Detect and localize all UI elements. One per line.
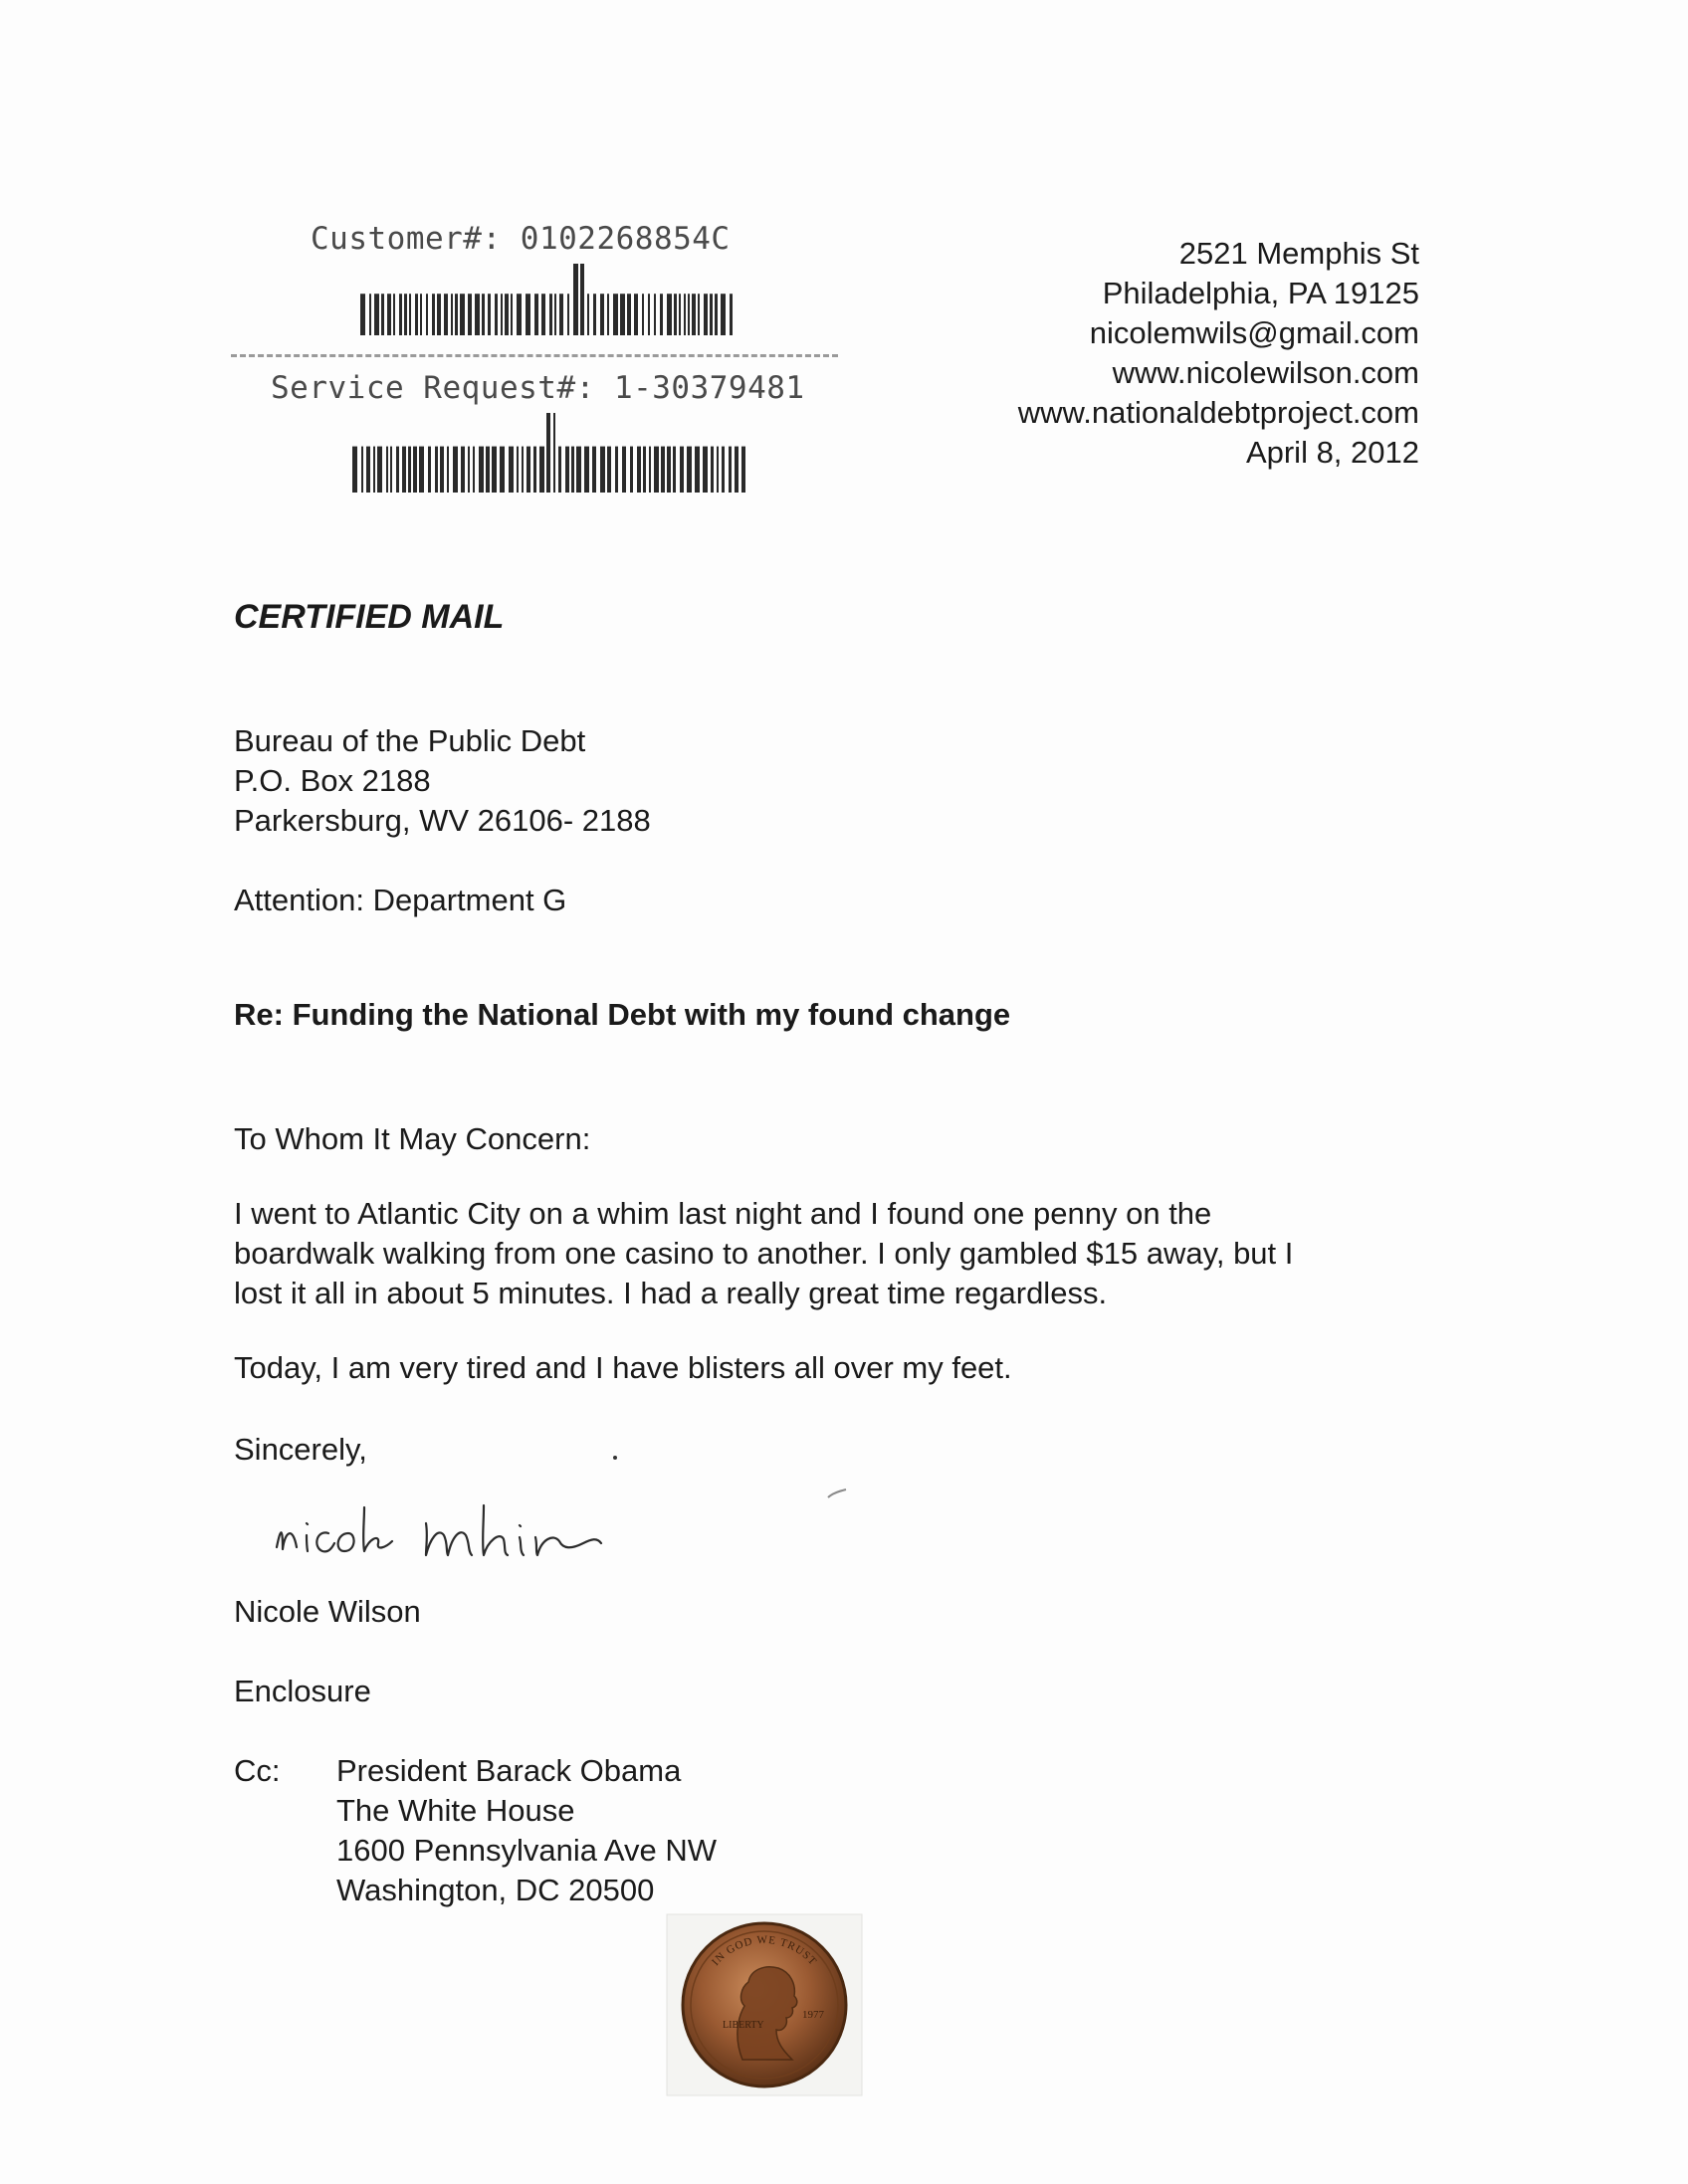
barcode-bar (627, 294, 631, 335)
body-line: boardwalk walking from one casino to another. I only gambled $15 away, but I (234, 1236, 1294, 1271)
barcode-bar (698, 294, 700, 335)
barcode-bar (667, 294, 672, 335)
barcode-bar (592, 447, 596, 493)
barcode-bar (648, 294, 650, 335)
body-paragraph-2: Today, I am very tired and I have blisters all over my feet. (234, 1350, 1012, 1385)
barcode-bar (729, 447, 732, 493)
barcode-bar (479, 447, 484, 493)
barcode-bar (622, 447, 626, 493)
barcode-bar (517, 294, 522, 335)
barcode-bar (680, 447, 684, 493)
barcode-bar (667, 447, 671, 493)
barcode-bar (553, 413, 555, 493)
barcode-bar (593, 294, 596, 335)
sender-website-project: www.nationaldebtproject.com (1017, 395, 1419, 430)
barcode-bar (607, 294, 609, 335)
cc-address (336, 1751, 717, 1910)
barcode-bar (607, 447, 611, 493)
barcode-bar (473, 447, 475, 493)
barcode-bar (419, 447, 424, 493)
recipient-city: Parkersburg, WV 26106- 2188 (234, 803, 651, 838)
barcode-bar (420, 294, 422, 335)
taped-penny (665, 1910, 864, 2099)
ink-dot (613, 1456, 617, 1460)
service-request-number: Service Request#: 1-30379481 (271, 370, 805, 406)
cc-building: The White House (336, 1793, 575, 1828)
barcode-bar (573, 264, 578, 335)
barcode-bar (695, 447, 700, 493)
subject-line: Re: Funding the National Debt with my found change (234, 997, 1011, 1032)
barcode-bar (679, 294, 681, 335)
sender-address (1018, 234, 1419, 473)
barcode-bar (373, 447, 375, 493)
barcode-bar (468, 294, 472, 335)
barcode-bar (435, 447, 438, 493)
barcode-bar (500, 447, 505, 493)
barcode-bar (453, 447, 458, 493)
barcode-bar (673, 447, 676, 493)
barcode-bar (571, 447, 574, 493)
barcode-bar (377, 447, 382, 493)
barcode-bar (492, 447, 497, 493)
barcode-bar (374, 294, 379, 335)
barcode-label (231, 209, 838, 507)
barcode-bar (486, 447, 490, 493)
service-request-barcode (352, 413, 750, 493)
barcode-bar (565, 447, 569, 493)
recipient-po-box: P.O. Box 2188 (234, 763, 431, 798)
barcode-bar (634, 294, 638, 335)
coin-year: 1977 (802, 2009, 824, 2021)
barcode-bar (687, 447, 692, 493)
barcode-bar (642, 294, 644, 335)
barcode-bar (404, 294, 407, 335)
barcode-bar (396, 447, 399, 493)
barcode-bar (517, 447, 519, 493)
barcode-bar (369, 294, 371, 335)
barcode-bar (710, 294, 713, 335)
barcode-bar (615, 447, 618, 493)
paper-speck (826, 1488, 848, 1499)
barcode-bar (711, 447, 714, 493)
barcode-bar (381, 294, 384, 335)
barcode-bar (482, 294, 485, 335)
barcode-bar (637, 447, 641, 493)
barcode-bar (488, 294, 491, 335)
barcode-bar (413, 447, 417, 493)
barcode-bar (735, 447, 738, 493)
closing: Sincerely, (234, 1432, 367, 1467)
sender-email: nicolemwils@gmail.com (1089, 315, 1419, 350)
barcode-bar (620, 294, 625, 335)
barcode-bar (361, 447, 363, 493)
barcode-bar (722, 447, 725, 493)
attention-line: Attention: Department G (234, 883, 567, 917)
barcode-bar (447, 447, 449, 493)
barcode-bar (505, 294, 509, 335)
barcode-bar (495, 294, 498, 335)
barcode-bar (390, 447, 392, 493)
barcode-bar (654, 294, 656, 335)
barcode-bar (460, 294, 465, 335)
barcode-bar (468, 447, 470, 493)
barcode-bar (426, 294, 428, 335)
barcode-bar (643, 447, 646, 493)
body-paragraph-1 (234, 1194, 1293, 1313)
letter-date: April 8, 2012 (1245, 435, 1419, 470)
barcode-bar (613, 294, 618, 335)
barcode-bar (715, 294, 718, 335)
barcode-bar (428, 447, 431, 493)
barcode-bar (580, 264, 584, 335)
body-line: lost it all in about 5 minutes. I had a really great time regardless. (234, 1276, 1108, 1310)
barcode-bar (674, 294, 677, 335)
barcode-bar (660, 294, 663, 335)
sender-website: www.nicolewilson.com (1112, 355, 1419, 390)
barcode-bar (661, 447, 665, 493)
barcode-bar (600, 447, 605, 493)
handwritten-signature (269, 1478, 717, 1597)
barcode-bar (509, 447, 514, 493)
barcode-bar (511, 294, 513, 335)
barcode-bar (526, 294, 530, 335)
customer-barcode (360, 264, 738, 335)
barcode-bar (501, 294, 503, 335)
barcode-bar (684, 294, 686, 335)
barcode-bar (630, 447, 633, 493)
certified-mail-heading: CERTIFIED MAIL (234, 598, 505, 636)
barcode-bar (741, 447, 745, 493)
barcode-bar (387, 294, 391, 335)
label-divider (231, 354, 838, 357)
barcode-bar (366, 447, 370, 493)
barcode-bar (386, 447, 388, 493)
customer-number: Customer#: 0102268854C (311, 221, 731, 257)
body-line: I went to Atlantic City on a whim last night and I found one penny on the (234, 1196, 1212, 1231)
barcode-bar (360, 294, 365, 335)
barcode-bar (440, 447, 444, 493)
cc-street: 1600 Pennsylvania Ave NW (336, 1833, 717, 1868)
barcode-bar (402, 447, 406, 493)
recipient-address (234, 721, 651, 841)
sender-street: 2521 Memphis St (1178, 236, 1419, 271)
recipient-name: Bureau of the Public Debt (234, 723, 586, 758)
barcode-bar (692, 294, 696, 335)
barcode-bar (703, 447, 708, 493)
barcode-bar (554, 294, 556, 335)
barcode-bar (587, 294, 589, 335)
barcode-bar (576, 447, 581, 493)
barcode-bar (654, 447, 659, 493)
barcode-bar (534, 294, 538, 335)
barcode-bar (704, 294, 708, 335)
cc-name: President Barack Obama (336, 1753, 682, 1788)
barcode-bar (558, 447, 561, 493)
barcode-bar (522, 447, 524, 493)
barcode-bar (539, 447, 544, 493)
cc-label: Cc: (234, 1753, 281, 1788)
barcode-bar (432, 294, 435, 335)
barcode-bar (584, 447, 589, 493)
barcode-bar (600, 294, 604, 335)
barcode-bar (451, 294, 453, 335)
barcode-bar (527, 447, 530, 493)
barcode-bar (559, 294, 563, 335)
barcode-bar (475, 294, 480, 335)
barcode-bar (409, 294, 411, 335)
barcode-bar (721, 294, 726, 335)
barcode-bar (546, 413, 550, 493)
coin-liberty: LIBERTY (723, 2020, 764, 2031)
sender-city: Philadelphia, PA 19125 (1102, 276, 1419, 310)
barcode-bar (399, 294, 402, 335)
barcode-bar (437, 294, 441, 335)
barcode-bar (688, 294, 690, 335)
salutation: To Whom It May Concern: (234, 1121, 591, 1156)
barcode-bar (730, 294, 733, 335)
barcode-bar (533, 447, 536, 493)
barcode-bar (649, 447, 651, 493)
barcode-bar (461, 447, 465, 493)
enclosure-note: Enclosure (234, 1674, 371, 1708)
barcode-bar (444, 294, 448, 335)
cc-city: Washington, DC 20500 (336, 1873, 655, 1907)
signer-name: Nicole Wilson (234, 1594, 421, 1629)
barcode-bar (415, 294, 418, 335)
barcode-bar (549, 294, 552, 335)
barcode-bar (393, 294, 395, 335)
barcode-bar (352, 447, 357, 493)
barcode-bar (717, 447, 719, 493)
barcode-bar (541, 294, 545, 335)
barcode-bar (455, 294, 458, 335)
coin-motto: IN GOD WE TRUST (709, 1933, 819, 1969)
barcode-bar (408, 447, 411, 493)
barcode-bar (567, 294, 569, 335)
